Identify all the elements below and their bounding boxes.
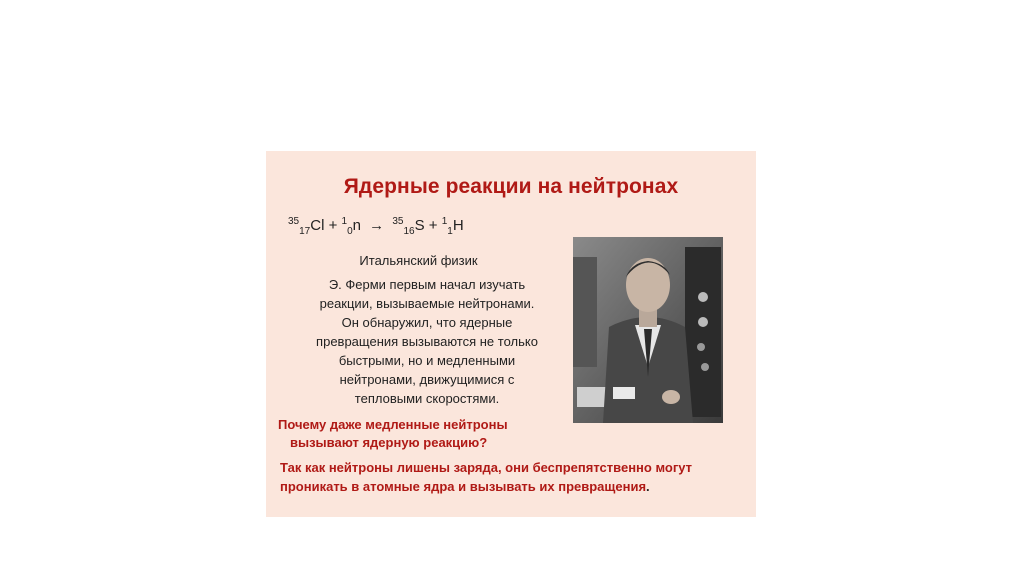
subtitle: Итальянский физик — [359, 253, 478, 268]
cl-mass-number: 35 — [288, 216, 300, 227]
answer-line: проникать в атомные ядра и вызывать их превращения — [280, 479, 647, 494]
n-mass-number: 1 — [341, 216, 348, 227]
question-line: вызывают ядерную реакцию? — [290, 435, 488, 450]
nuclear-equation — [288, 216, 464, 237]
question-line: Почему даже медленные нейтроны — [278, 417, 508, 432]
question-text — [278, 416, 578, 452]
s-symbol: S — [414, 217, 425, 234]
answer-text — [280, 458, 750, 496]
body-line: Э. Ферми первым начал изучать — [328, 277, 526, 292]
answer-line: Так как нейтроны лишены заряда, они беспрепятственно могут — [280, 460, 693, 475]
plus-sign: + — [328, 217, 338, 234]
plus-sign: + — [428, 217, 438, 234]
body-line: превращения вызываются не только — [316, 334, 538, 349]
slide — [266, 151, 756, 517]
s-atomic-number: 16 — [403, 226, 415, 237]
body-text — [284, 275, 570, 408]
h-atomic-number: 1 — [447, 226, 453, 237]
cl-atomic-number: 17 — [299, 226, 311, 237]
answer-period: . — [646, 479, 650, 494]
cl-symbol: Cl — [310, 217, 325, 234]
n-atomic-number: 0 — [347, 226, 353, 237]
body-line: Он обнаружил, что ядерные — [341, 315, 513, 330]
body-line: нейтронами, движущимися с — [339, 372, 515, 387]
h-mass-number: 1 — [441, 216, 448, 227]
portrait-illustration — [573, 237, 723, 423]
n-symbol: n — [352, 217, 361, 234]
arrow-icon: → — [369, 217, 385, 234]
body-line: быстрыми, но и медленными — [338, 353, 516, 368]
s-mass-number: 35 — [392, 216, 404, 227]
h-symbol: H — [452, 217, 464, 234]
body-line: реакции, вызываемые нейтронами. — [319, 296, 535, 311]
fermi-portrait-photo — [573, 237, 723, 423]
slide-title: Ядерные реакции на нейтронах — [343, 175, 679, 198]
body-line: тепловыми скоростями. — [354, 391, 500, 406]
